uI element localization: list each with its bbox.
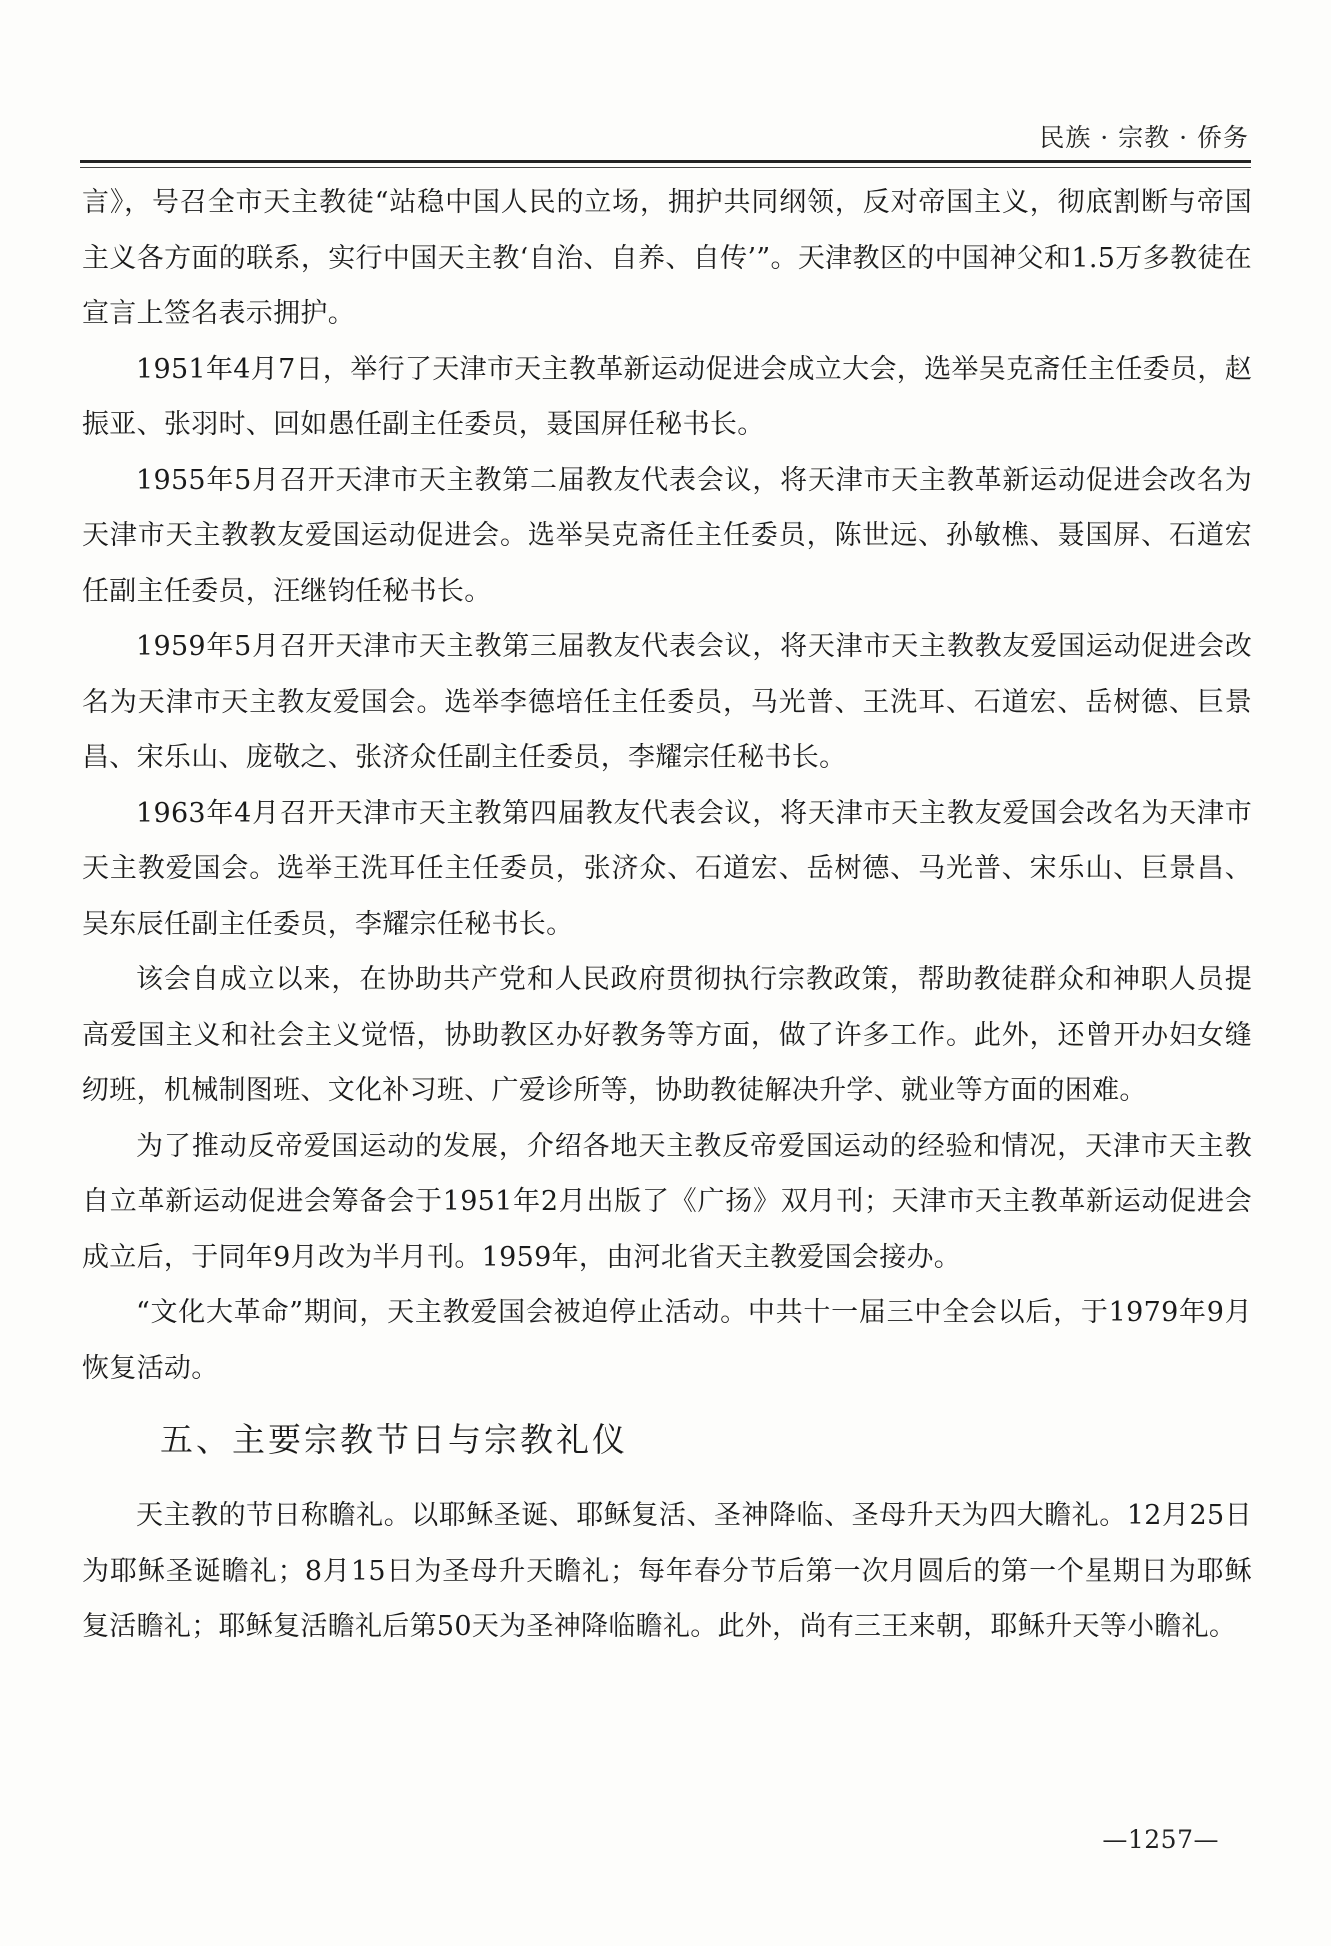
section-paragraph: 天主教的节日称瞻礼。以耶稣圣诞、耶稣复活、圣神降临、圣母升天为四大瞻礼。12月25日为耶稣圣诞瞻礼；8月15日为圣母升天瞻礼；每年春分节后第一次月圆后的第一个星期日为耶稣复活瞻礼；耶稣复活瞻礼后第50天为圣神降临瞻礼。此外，尚有三王来朝，耶稣升天等小瞻礼。 bbox=[82, 1500, 1252, 1642]
paragraph: 1959年5月召开天津市天主教第三届教友代表会议，将天津市天主教教友爱国运动促进会改名为天津市天主教友爱国会。选举李德培任主任委员，马光普、王洗耳、石道宏、岳树德、巨景昌、宋乐山、庞敬之、张济众任副主任委员，李耀宗任秘书长。 bbox=[82, 631, 1252, 773]
header-rule-thin bbox=[80, 167, 1251, 168]
section-heading: 五、主要宗教节日与宗教礼仪 bbox=[160, 1420, 628, 1459]
paragraph: 为了推动反帝爱国运动的发展，介绍各地天主教反帝爱国运动的经验和情况，天津市天主教自立革新运动促进会筹备会于1951年2月出版了《广扬》双月刊；天津市天主教革新运动促进会成立后，于同年9月改为半月刊。1959年，由河北省天主教爱国会接办。 bbox=[82, 1130, 1252, 1273]
paragraph-continued: 言》，号召全市天主教徒“站稳中国人民的立场，拥护共同纲领，反对帝国主义，彻底割断与帝国主义各方面的联系，实行中国天主教‘自治、自养、自传’”。天津教区的中国神父和1.5万多教徒在宣言上签名表示拥护。 bbox=[82, 187, 1252, 329]
page-number: —1257— bbox=[1102, 1825, 1219, 1854]
paragraph: 1955年5月召开天津市天主教第二届教友代表会议，将天津市天主教革新运动促进会改名为天津市天主教教友爱国运动促进会。选举吴克斋任主任委员，陈世远、孙敏樵、聂国屏、石道宏任副主任委员，汪继钧任秘书长。 bbox=[82, 464, 1252, 607]
paragraph: 1963年4月召开天津市天主教第四届教友代表会议，将天津市天主教友爱国会改名为天津市天主教爱国会。选举王洗耳任主任委员，张济众、石道宏、岳树德、马光普、宋乐山、巨景昌、吴东辰任副主任委员，李耀宗任秘书长。 bbox=[82, 797, 1252, 940]
paragraph: 该会自成立以来，在协助共产党和人民政府贯彻执行宗教政策，帮助教徒群众和神职人员提高爱国主义和社会主义觉悟，协助教区办好教务等方面，做了许多工作。此外，还曾开办妇女缝纫班，机械制图班、文化补习班、广爱诊所等，协助教徒解决升学、就业等方面的困难。 bbox=[82, 964, 1252, 1106]
header-rule-thick bbox=[80, 160, 1251, 163]
paragraph: “文化大革命”期间，天主教爱国会被迫停止活动。中共十一届三中全会以后，于1979年9月恢复活动。 bbox=[82, 1297, 1252, 1384]
paragraph: 1951年4月7日，举行了天津市天主教革新运动促进会成立大会，选举吴克斋任主任委员，赵振亚、张羽时、回如愚任副主任委员，聂国屏任秘书长。 bbox=[82, 353, 1252, 440]
body-text bbox=[82, 175, 1252, 1655]
running-head: 民族 · 宗教 · 侨务 bbox=[1039, 123, 1249, 152]
